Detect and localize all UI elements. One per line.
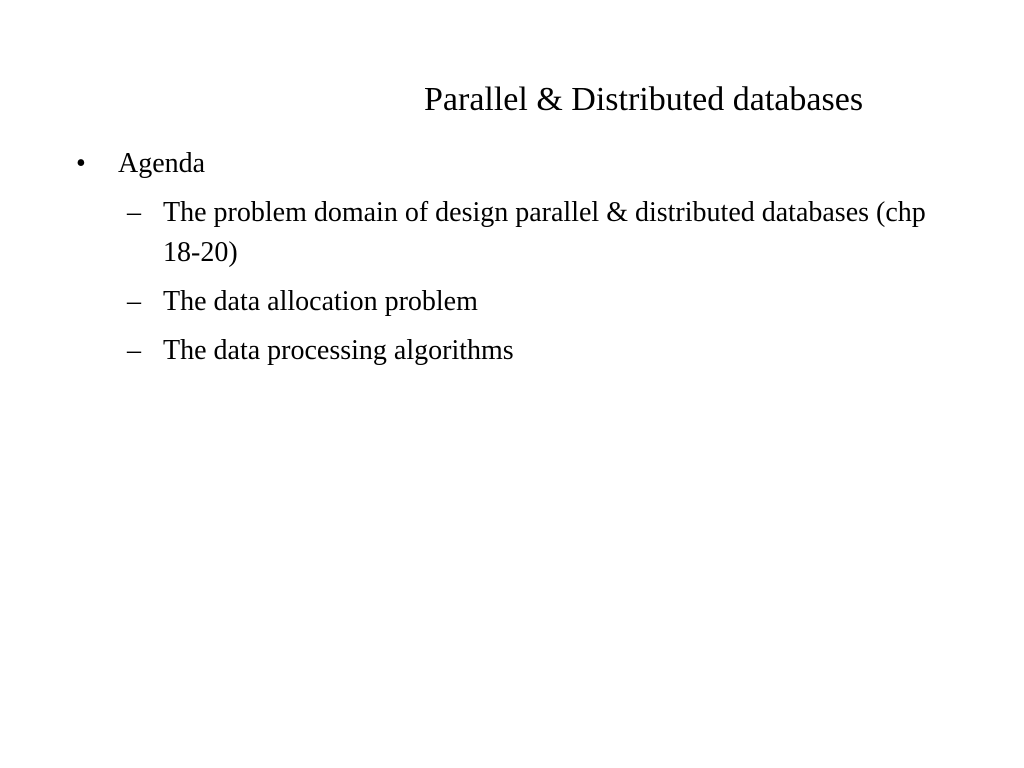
subitem-data-allocation (127, 282, 927, 322)
dash-marker: – (127, 335, 141, 366)
subitem-data-processing (127, 331, 927, 371)
subitem-problem-domain (127, 193, 927, 273)
dash-marker: – (127, 286, 141, 317)
subitem-text: The data processing algorithms (163, 335, 514, 366)
subitem-text: The data allocation problem (163, 286, 478, 317)
bullet-item-agenda (76, 145, 205, 183)
subitem-text: The problem domain of design parallel & distributed databases (chp 18-20) (163, 197, 926, 268)
bullet-text: Agenda (118, 148, 206, 179)
agenda-subitems (127, 193, 927, 380)
slide-title: Parallel & Distributed databases (424, 81, 864, 118)
dash-marker: – (127, 197, 141, 228)
bullet-marker: • (76, 148, 86, 179)
